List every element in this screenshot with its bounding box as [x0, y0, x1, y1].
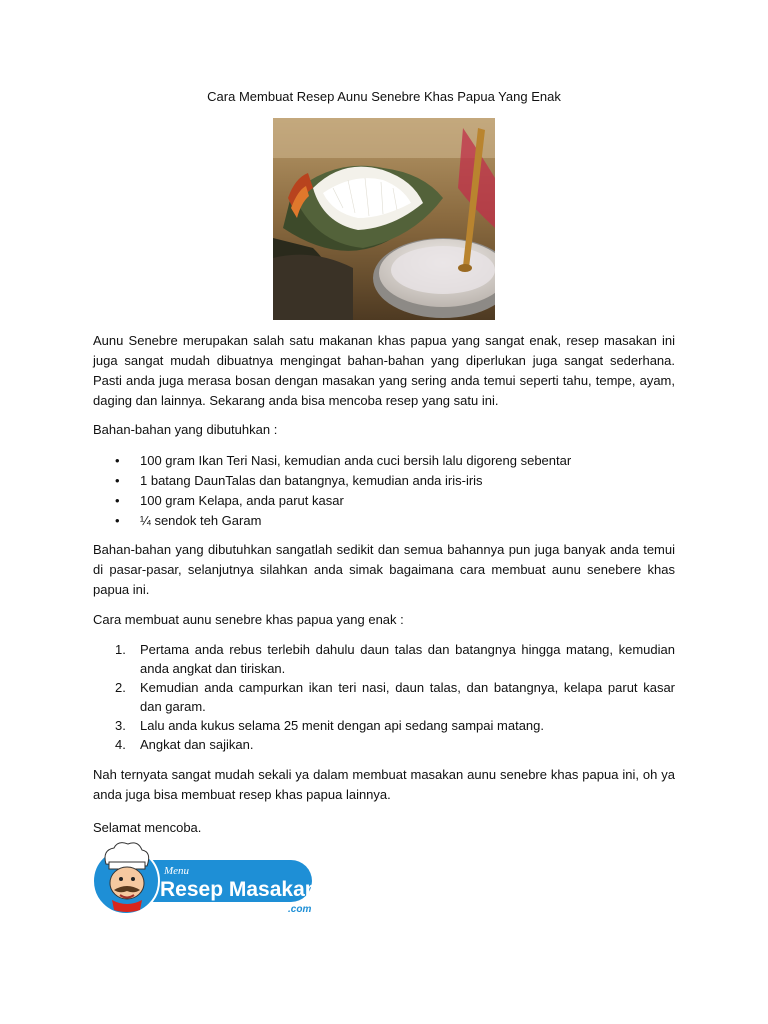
bullet-icon: • [115, 513, 120, 528]
bullet-icon: • [115, 453, 120, 468]
steps-heading: Cara membuat aunu senebre khas papua yang enak : [93, 612, 404, 627]
bullet-icon: • [115, 493, 120, 508]
ingredient-text: 100 gram Kelapa, anda parut kasar [140, 493, 344, 508]
logo-small-text: Menu [164, 865, 190, 877]
list-item [93, 678, 675, 716]
bullet-icon: • [115, 473, 120, 488]
step-text: Lalu anda kukus selama 25 menit dengan api sedang sampai matang. [140, 718, 544, 733]
menu-resep-masakan-logo [92, 838, 322, 920]
list-item [93, 511, 675, 531]
step-text: Pertama anda rebus terlebih dahulu daun talas dan batangnya hingga matang, kemudian anda angkat dan tiriskan. [140, 642, 675, 676]
list-item [93, 491, 675, 511]
food-photo [273, 118, 495, 320]
signoff-text: Selamat mencoba. [93, 820, 202, 835]
list-item [93, 716, 675, 735]
closing-paragraph: Nah ternyata sangat mudah sekali ya dalam membuat masakan aunu senebre khas papua ini, oh ya anda juga bisa membuat resep khas papua lainnya. [93, 767, 675, 802]
logo-main-text: Resep Masakan [160, 878, 318, 901]
ingredients-heading: Bahan-bahan yang dibutuhkan : [93, 422, 278, 437]
ingredient-text: ¼ sendok teh Garam [140, 513, 262, 528]
step-number: 2. [115, 680, 126, 695]
list-item [93, 451, 675, 471]
list-item [93, 735, 675, 754]
ingredient-text: 100 gram Ikan Teri Nasi, kemudian anda cuci bersih lalu digoreng sebentar [140, 453, 572, 468]
ingredients-list [93, 451, 675, 531]
after-ingredients-paragraph: Bahan-bahan yang dibutuhkan sangatlah sedikit dan semua bahannya pun juga banyak anda temui di pasar-pasar, selanjutnya silahkan anda simak bagaimana cara membuat aunu senebere khas papua ini. [93, 542, 675, 597]
step-number: 1. [115, 642, 126, 657]
step-number: 3. [115, 718, 126, 733]
step-text: Angkat dan sajikan. [140, 737, 254, 752]
list-item [93, 471, 675, 491]
step-number: 4. [115, 737, 126, 752]
steps-list [93, 640, 675, 754]
list-item [93, 640, 675, 678]
document-title: Cara Membuat Resep Aunu Senebre Khas Papua Yang Enak [207, 89, 561, 104]
ingredient-text: 1 batang DaunTalas dan batangnya, kemudian anda iris-iris [140, 473, 483, 488]
logo-suffix-text: .com [288, 904, 312, 915]
intro-paragraph: Aunu Senebre merupakan salah satu makanan khas papua yang sangat enak, resep masakan ini juga sangat mudah dibuatnya mengingat bahan-bahan yang diperlukan juga sangat sederhana. Pasti anda juga merasa bosan dengan masakan yang sering anda temui seperti tahu, tempe, ayam, daging dan lainnya. Sekarang anda bisa mencoba resep yang satu ini. [93, 333, 675, 408]
step-text: Kemudian anda campurkan ikan teri nasi, daun talas, dan batangnya, kelapa parut kasar dan garam. [140, 680, 675, 714]
